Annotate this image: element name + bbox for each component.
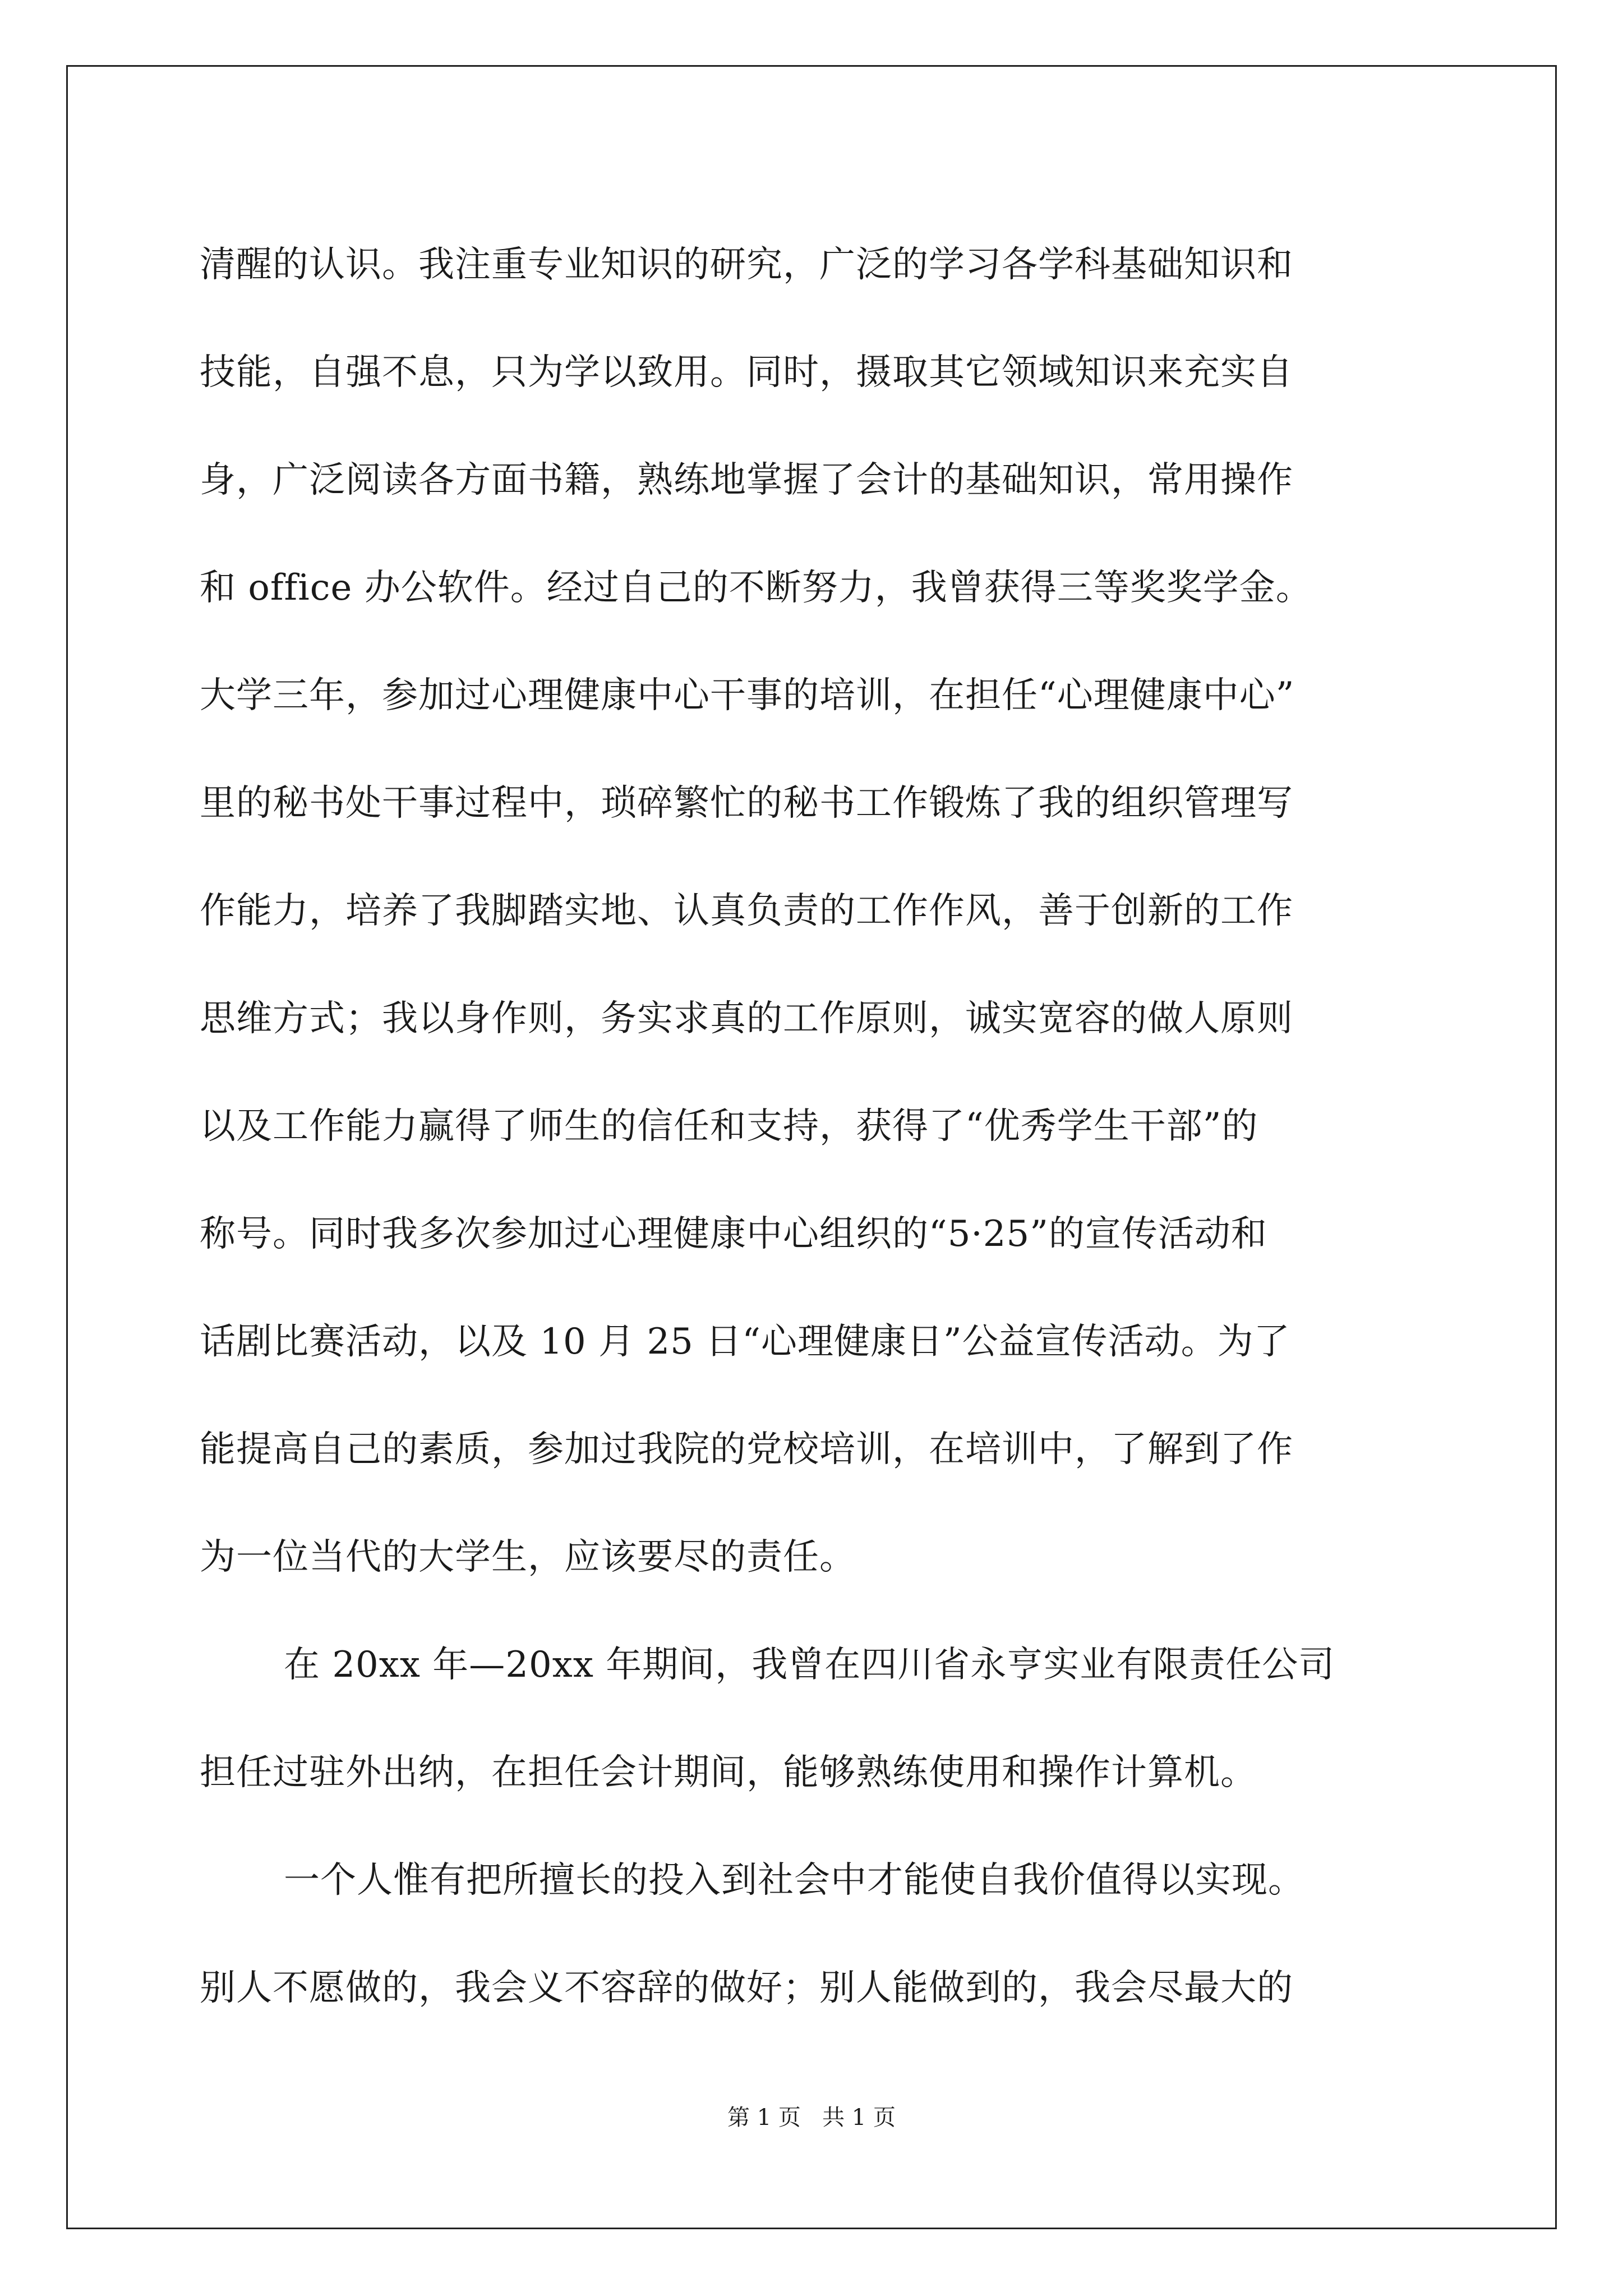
document-body — [200, 211, 1433, 2042]
text-line: 以及工作能力赢得了师生的信任和支持，获得了“优秀学生干部”的 — [200, 1106, 1258, 1147]
page-footer: 第 1 页 共 1 页 — [727, 2105, 896, 2131]
text-line: 作能力，培养了我脚踏实地、认真负责的工作作风，善于创新的工作 — [200, 890, 1293, 932]
text-line: 一个人惟有把所擅长的投入到社会中才能使自我价值得以实现。 — [284, 1860, 1304, 1901]
text-line: 清醒的认识。我注重专业知识的研究，广泛的学习各学科基础知识和 — [200, 244, 1293, 286]
text-line: 为一位当代的大学生，应该要尽的责任。 — [200, 1536, 856, 1578]
text-line: 在 20xx 年—20xx 年期间，我曾在四川省永亨实业有限责任公司 — [284, 1644, 1335, 1686]
text-line: 别人不愿做的，我会义不容辞的做好；别人能做到的，我会尽最大的 — [200, 1967, 1293, 2009]
text-line: 里的秘书处干事过程中，琐碎繁忙的秘书工作锻炼了我的组织管理写 — [200, 783, 1293, 824]
text-line: 技能，自强不息，只为学以致用。同时，摄取其它领域知识来充实自 — [200, 352, 1293, 393]
text-line: 和 office 办公软件。经过自己的不断努力，我曾获得三等奖奖学金。 — [200, 567, 1312, 609]
text-line: 大学三年，参加过心理健康中心干事的培训，在担任“心理健康中心” — [200, 675, 1295, 716]
text-line: 话剧比赛活动，以及 10 月 25 日“心理健康日”公益宣传活动。为了 — [200, 1321, 1290, 1363]
text-line: 称号。同时我多次参加过心理健康中心组织的“5·25”的宣传活动和 — [200, 1213, 1267, 1255]
text-line: 身，广泛阅读各方面书籍，熟练地掌握了会计的基础知识，常用操作 — [200, 459, 1293, 501]
text-line: 能提高自己的素质，参加过我院的党校培训，在培训中，了解到了作 — [200, 1429, 1293, 1470]
text-line: 思维方式；我以身作则，务实求真的工作原则，诚实宽容的做人原则 — [200, 998, 1293, 1039]
text-line: 担任过驻外出纳，在担任会计期间，能够熟练使用和操作计算机。 — [200, 1752, 1257, 1793]
